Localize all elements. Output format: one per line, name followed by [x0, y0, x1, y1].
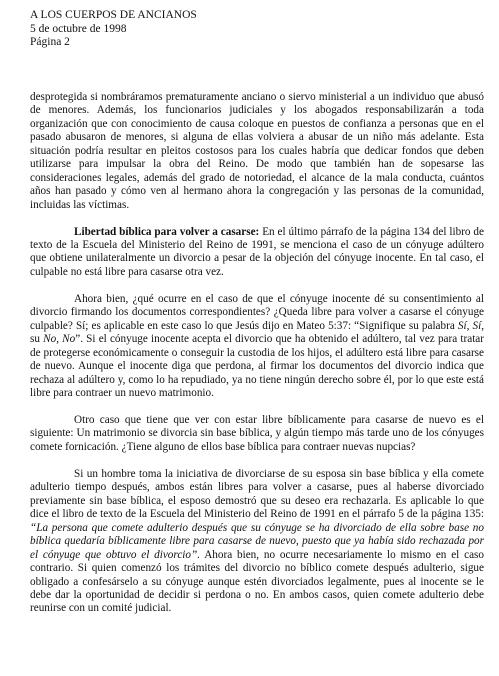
- header-date: 5 de octubre de 1998: [30, 22, 127, 35]
- header-page-number: Página 2: [30, 36, 70, 48]
- paragraph-3-text-b: su: [30, 333, 44, 346]
- paragraph-5-quote: “La persona que comete adulterio después que su cónyuge se ha divorciado de ella sobre base no bíblica quedaría bíblicamente libre para casarse de nuevo, puesto que ya había sido rechazada por el cónyuge que obtuvo el divorcio”.: [30, 521, 484, 561]
- paragraph-3-italic-yes: Sí, Sí,: [457, 319, 484, 332]
- paragraph-3-text-c: ”. Si el cónyuge inocente acepta el divorcio que ha obtenido el adúltero, tal vez para tratar de protegerse económicamente o conseguir la custodia de los hijos, el adúltero está libre para casarse de nuevo. Aunque el inocente diga que perdona, al firmar los documentos del divorcio indica que rechaza al adúltero y, como lo ha repudiado, ya no tiene ningún derecho sobre él, por lo que este está libre para contraer un nuevo matrimonio.: [30, 333, 484, 400]
- section-heading-remarriage: Libertad bíblica para volver a casarse:: [74, 225, 260, 238]
- paragraph-5-text-a: Si un hombre toma la iniciativa de divorciarse de su esposa sin base bíblica y ella comete adulterio tiempo después, ambos están libres para volver a casarse, pues al haberse divorciado previamente sin base bíblica, el esposo demostró que su deseo era rechazarla. Es aplicable lo que dice el libro de texto de la Escuela del Ministerio del Reino de 1991 en el párrafo 5 de la página 135:: [30, 467, 484, 521]
- header-addressee: A LOS CUERPOS DE ANCIANOS: [30, 9, 197, 21]
- paragraph-5: [30, 468, 484, 616]
- paragraph-3-italic-no: No, No: [43, 333, 76, 346]
- paragraph-4: Otro caso que tiene que ver con estar libre bíblicamente para casarse de nuevo es el siguiente: Un matrimonio se divorcia sin base bíblica, y algún tiempo más tarde uno de los cónyuges comete fornicación. ¿Tiene alguno de ellos base bíblica para contraer nuevas nupcias?: [30, 414, 484, 453]
- paragraph-3-text-a: Ahora bien, ¿qué ocurre en el caso de que el cónyuge inocente dé su consentimiento al divorcio firmando los documentos correspondientes? ¿Queda libre para volver a casarse el cónyuge culpable? Sí; es aplicable en este caso lo que Jesús dijo en Mateo 5:37: “Signifique su palabra: [30, 292, 484, 332]
- letter-header: [30, 9, 197, 50]
- paragraph-2-text: En el último párrafo de la página 134 del libro de texto de la Escuela del Ministerio del Reino de 1991, se menciona el caso de un cónyuge adúltero que obtiene unilateralmente un divorcio a pesar de la objeción del cónyuge inocente. En tal caso, el culpable no está libre para casarse otra vez.: [30, 225, 484, 278]
- paragraph-5-text-b: Ahora bien, no ocurre necesariamente lo mismo en el caso contrario. Si quien comenzó los trámites del divorcio no bíblico comete después adulterio, sigue obligado a confesárselo a su cónyuge aunque estén divorciados legalmente, pues al inocente se le debe dar la oportunidad de decidir si perdona o no. En ambos casos, quien comete adulterio debe reunirse con un comité judicial.: [30, 548, 484, 615]
- paragraph-2: [30, 226, 484, 280]
- paragraph-3: [30, 293, 484, 401]
- paragraph-1: desprotegida si nombráramos prematuramente anciano o siervo ministerial a un individuo que abusó de menores. Además, los funcionarios judiciales y los abogados responsabilizarán a toda organización que con conocimiento de causa coloque en puestos de confianza a personas que en el pasado abusaron de menores, si alguna de ellas volviera a abusar de un niño más adelante. Esta situación podría resultar en pleitos costosos para los cuales habría que dedicar fondos que deben utilizarse para impulsar la obra del Reino. De modo que también han de sopesarse las consideraciones legales, además del grado de notoriedad, el alcance de la mala conducta, cuántos años han pasado y cómo ven al hermano ahora la congregación y las personas de la comunidad, incluidas las víctimas.: [30, 91, 484, 211]
- letter-body: [30, 91, 484, 629]
